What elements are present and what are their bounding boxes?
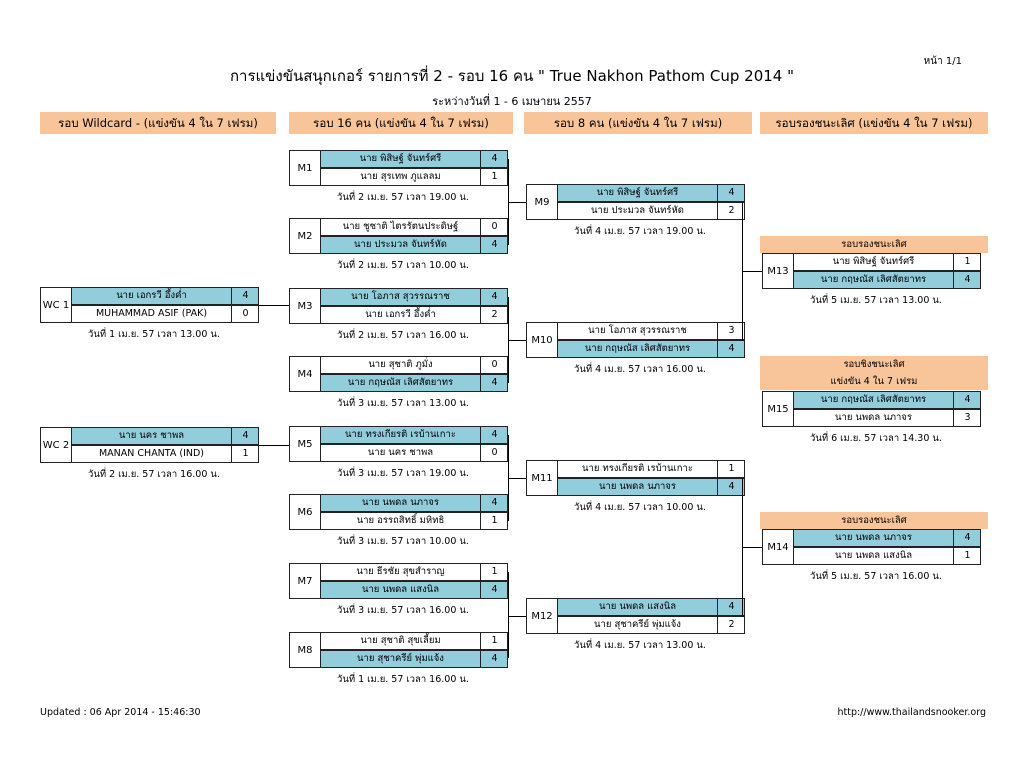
player-name: นาย นคร ชาพล [118,430,185,441]
player-row [71,427,259,445]
player-score: 1 [480,513,508,529]
player-row [320,374,508,392]
player-row [557,184,745,202]
player-name: นาย นพดล แสงนิล [361,584,440,595]
player-score: 4 [480,651,508,667]
player-row [557,460,745,478]
match-label: M3 [289,288,321,324]
player-name: นาย เอกรวี อึ้งค่ำ [365,309,436,320]
player-score: 4 [480,375,508,391]
player-score: 1 [480,169,508,185]
header-wildcard: รอบ Wildcard - (แข่งขัน 4 ใน 7 เฟรม) [40,112,276,134]
match-date: วันที่ 3 เม.ย. 57 เวลา 13.00 น. [337,398,469,409]
header-semifinal: รอบรองชนะเลิศ (แข่งขัน 4 ใน 7 เฟรม) [760,112,988,134]
page-title: การแข่งขันสนุกเกอร์ รายการที่ 2 - รอบ 16 คน " True Nakhon Pathom Cup 2014 " [229,67,795,85]
player-row [793,409,981,427]
match-label: M9 [526,184,558,220]
player-score: 4 [231,288,259,304]
match-label: M7 [289,563,321,599]
match-label: M8 [289,632,321,668]
match-label: M4 [289,356,321,392]
match-date: วันที่ 2 เม.ย. 57 เวลา 16.00 น. [337,330,469,341]
player-row [793,391,981,409]
player-name: นาย กฤษณัส เลิศสัตยาทร [347,377,454,388]
player-row [320,650,508,668]
bracket-connector [508,572,509,658]
match-label: M12 [526,598,558,634]
match-label: M11 [526,460,558,496]
player-row [320,218,508,236]
page-number: หน้า 1/1 [923,56,962,67]
player-row [557,598,745,616]
match-date: วันที่ 1 เม.ย. 57 เวลา 16.00 น. [337,674,469,685]
player-name: นาย อรรถสิทธิ์ มหิทธิ [356,515,445,526]
player-score: 1 [717,461,745,477]
player-name: นาย นพดล แสงนิล [834,550,913,561]
player-name: นาย กฤษณัส เลิศสัตยาทร [820,274,927,285]
player-row [557,478,745,496]
player-row [320,168,508,186]
m13-box-header: รอบรองชนะเลิศ [760,236,988,253]
match-date: วันที่ 2 เม.ย. 57 เวลา 19.00 น. [337,192,469,203]
player-row [320,563,508,581]
player-name: นาย กฤษณัส เลิศสัตยาทร [820,394,927,405]
player-name: นาย ประมวล จันทร์หัด [354,239,447,250]
player-row [320,150,508,168]
player-name: นาย นพดล นภาจร [835,532,912,543]
player-score: 2 [480,307,508,323]
player-score: 4 [480,237,508,253]
header-round-16: รอบ 16 คน (แข่งขัน 4 ใน 7 เฟรม) [289,112,513,134]
match-date: วันที่ 5 เม.ย. 57 เวลา 16.00 น. [810,571,942,582]
bracket-connector [508,340,526,341]
match-date: วันที่ 4 เม.ย. 57 เวลา 19.00 น. [574,226,706,237]
player-name: นาย นคร ชาพล [367,447,434,458]
player-name: นาย ชูชาติ ไตรรัตนประดิษฐ์ [342,221,459,232]
match-date: วันที่ 2 เม.ย. 57 เวลา 10.00 น. [337,260,469,271]
player-score: 1 [953,548,981,564]
player-name: MANAN CHANTA (IND) [98,448,205,459]
match-date: วันที่ 3 เม.ย. 57 เวลา 16.00 น. [337,605,469,616]
player-score: 3 [953,410,981,426]
player-name: นาย สุรเทพ ภูแลลม [360,171,441,182]
match-label: M5 [289,426,321,462]
player-name: นาย สุชาครีย์ พุ่มแจ้ง [594,619,681,630]
player-row [320,581,508,599]
match-date: วันที่ 4 เม.ย. 57 เวลา 13.00 น. [574,640,706,651]
player-score: 2 [717,617,745,633]
player-score: 4 [953,272,981,288]
player-row [793,253,981,271]
player-score: 1 [480,564,508,580]
player-row [557,340,745,358]
player-score: 0 [231,306,259,322]
player-score: 4 [480,582,508,598]
player-name: นาย พิสิษฐ์ จันทร์ศรี [596,187,679,198]
player-score: 1 [231,446,259,462]
match-date: วันที่ 4 เม.ย. 57 เวลา 10.00 น. [574,502,706,513]
player-row [71,305,259,323]
player-score: 2 [717,203,745,219]
player-score: 4 [480,427,508,443]
player-name: นาย โอภาส สุวรรณราช [588,325,687,336]
player-score: 3 [717,323,745,339]
player-score: 1 [480,633,508,649]
player-score: 4 [480,151,508,167]
player-row [71,445,259,463]
match-date: วันที่ 4 เม.ย. 57 เวลา 16.00 น. [574,364,706,375]
player-name: นาย โอภาส สุวรรณราช [351,291,450,302]
player-row [320,512,508,530]
player-name: นาย นพดล นภาจร [599,481,676,492]
bracket-connector [742,547,762,548]
match-date: วันที่ 3 เม.ย. 57 เวลา 19.00 น. [337,468,469,479]
match-label: M13 [762,253,794,289]
player-row [793,547,981,565]
player-row [320,236,508,254]
player-score: 4 [717,479,745,495]
player-name: นาย ทรงเกียรติ เรบ้านเกาะ [582,463,693,474]
match-label: M15 [762,391,794,427]
player-row [320,356,508,374]
bracket-connector [742,271,762,272]
bracket-connector [259,305,289,306]
player-score: 1 [953,254,981,270]
player-score: 4 [717,185,745,201]
match-date: วันที่ 2 เม.ย. 57 เวลา 16.00 น. [88,469,220,480]
player-name: นาย เอกรวี อึ้งค่ำ [116,290,187,301]
player-name: นาย นพดล แสงนิล [598,601,677,612]
match-label: M1 [289,150,321,186]
match-label: M2 [289,218,321,254]
player-score: 0 [480,357,508,373]
player-name: นาย นพดล นภาจร [835,412,912,423]
player-name: นาย สุชาติ ภูมั่ง [368,359,433,370]
player-row [320,288,508,306]
m15-box-header: รอบชิงชนะเลิศ [760,356,988,373]
updated-timestamp: Updated : 06 Apr 2014 - 15:46:30 [40,707,201,718]
player-row [320,306,508,324]
m15-box-subheader: แข่งขัน 4 ใน 7 เฟรม [760,373,988,390]
player-name: นาย ธีรชัย สุขสำราญ [356,566,445,577]
match-date: วันที่ 6 เม.ย. 57 เวลา 14.30 น. [810,433,942,444]
player-row [557,616,745,634]
player-row [557,322,745,340]
match-date: วันที่ 5 เม.ย. 57 เวลา 13.00 น. [810,295,942,306]
match-label: M14 [762,529,794,565]
player-name: นาย ทรงเกียรติ เรบ้านเกาะ [345,429,456,440]
player-score: 0 [480,219,508,235]
player-score: 4 [953,530,981,546]
match-label: WC 2 [40,427,72,463]
player-name: นาย สุชาครีย์ พุ่มแจ้ง [357,653,444,664]
player-row [320,494,508,512]
player-score: 0 [480,445,508,461]
match-label: M10 [526,322,558,358]
match-date: วันที่ 3 เม.ย. 57 เวลา 10.00 น. [337,536,469,547]
header-round-8: รอบ 8 คน (แข่งขัน 4 ใน 7 เฟรม) [524,112,752,134]
player-name: MUHAMMAD ASIF (PAK) [95,308,208,319]
player-row [71,287,259,305]
player-score: 4 [480,495,508,511]
player-name: นาย พิสิษฐ์ จันทร์ศรี [359,153,442,164]
bracket-connector [508,202,526,203]
page-subtitle: ระหว่างวันที่ 1 - 6 เมษายน 2557 [432,95,592,108]
player-score: 4 [480,289,508,305]
player-name: นาย กฤษณัส เลิศสัตยาทร [584,343,691,354]
player-score: 4 [717,599,745,615]
m14-box-header: รอบรองชนะเลิศ [760,512,988,529]
bracket-connector [508,478,526,479]
player-row [320,632,508,650]
player-name: นาย ประมวล จันทร์หัด [591,205,684,216]
player-row [793,271,981,289]
bracket-connector [259,445,289,446]
player-score: 4 [953,392,981,408]
player-name: นาย นพดล นภาจร [362,497,439,508]
player-row [320,426,508,444]
player-name: นาย สุชาติ สุขเลี้ยม [360,635,441,646]
player-score: 4 [717,341,745,357]
player-row [557,202,745,220]
match-label: WC 1 [40,287,72,323]
player-score: 4 [231,428,259,444]
match-date: วันที่ 1 เม.ย. 57 เวลา 13.00 น. [88,329,220,340]
website-link[interactable]: http://www.thailandsnooker.org [837,707,986,718]
player-row [320,444,508,462]
player-row [793,529,981,547]
match-label: M6 [289,494,321,530]
bracket-connector [508,616,526,617]
player-name: นาย พิสิษฐ์ จันทร์ศรี [832,256,915,267]
